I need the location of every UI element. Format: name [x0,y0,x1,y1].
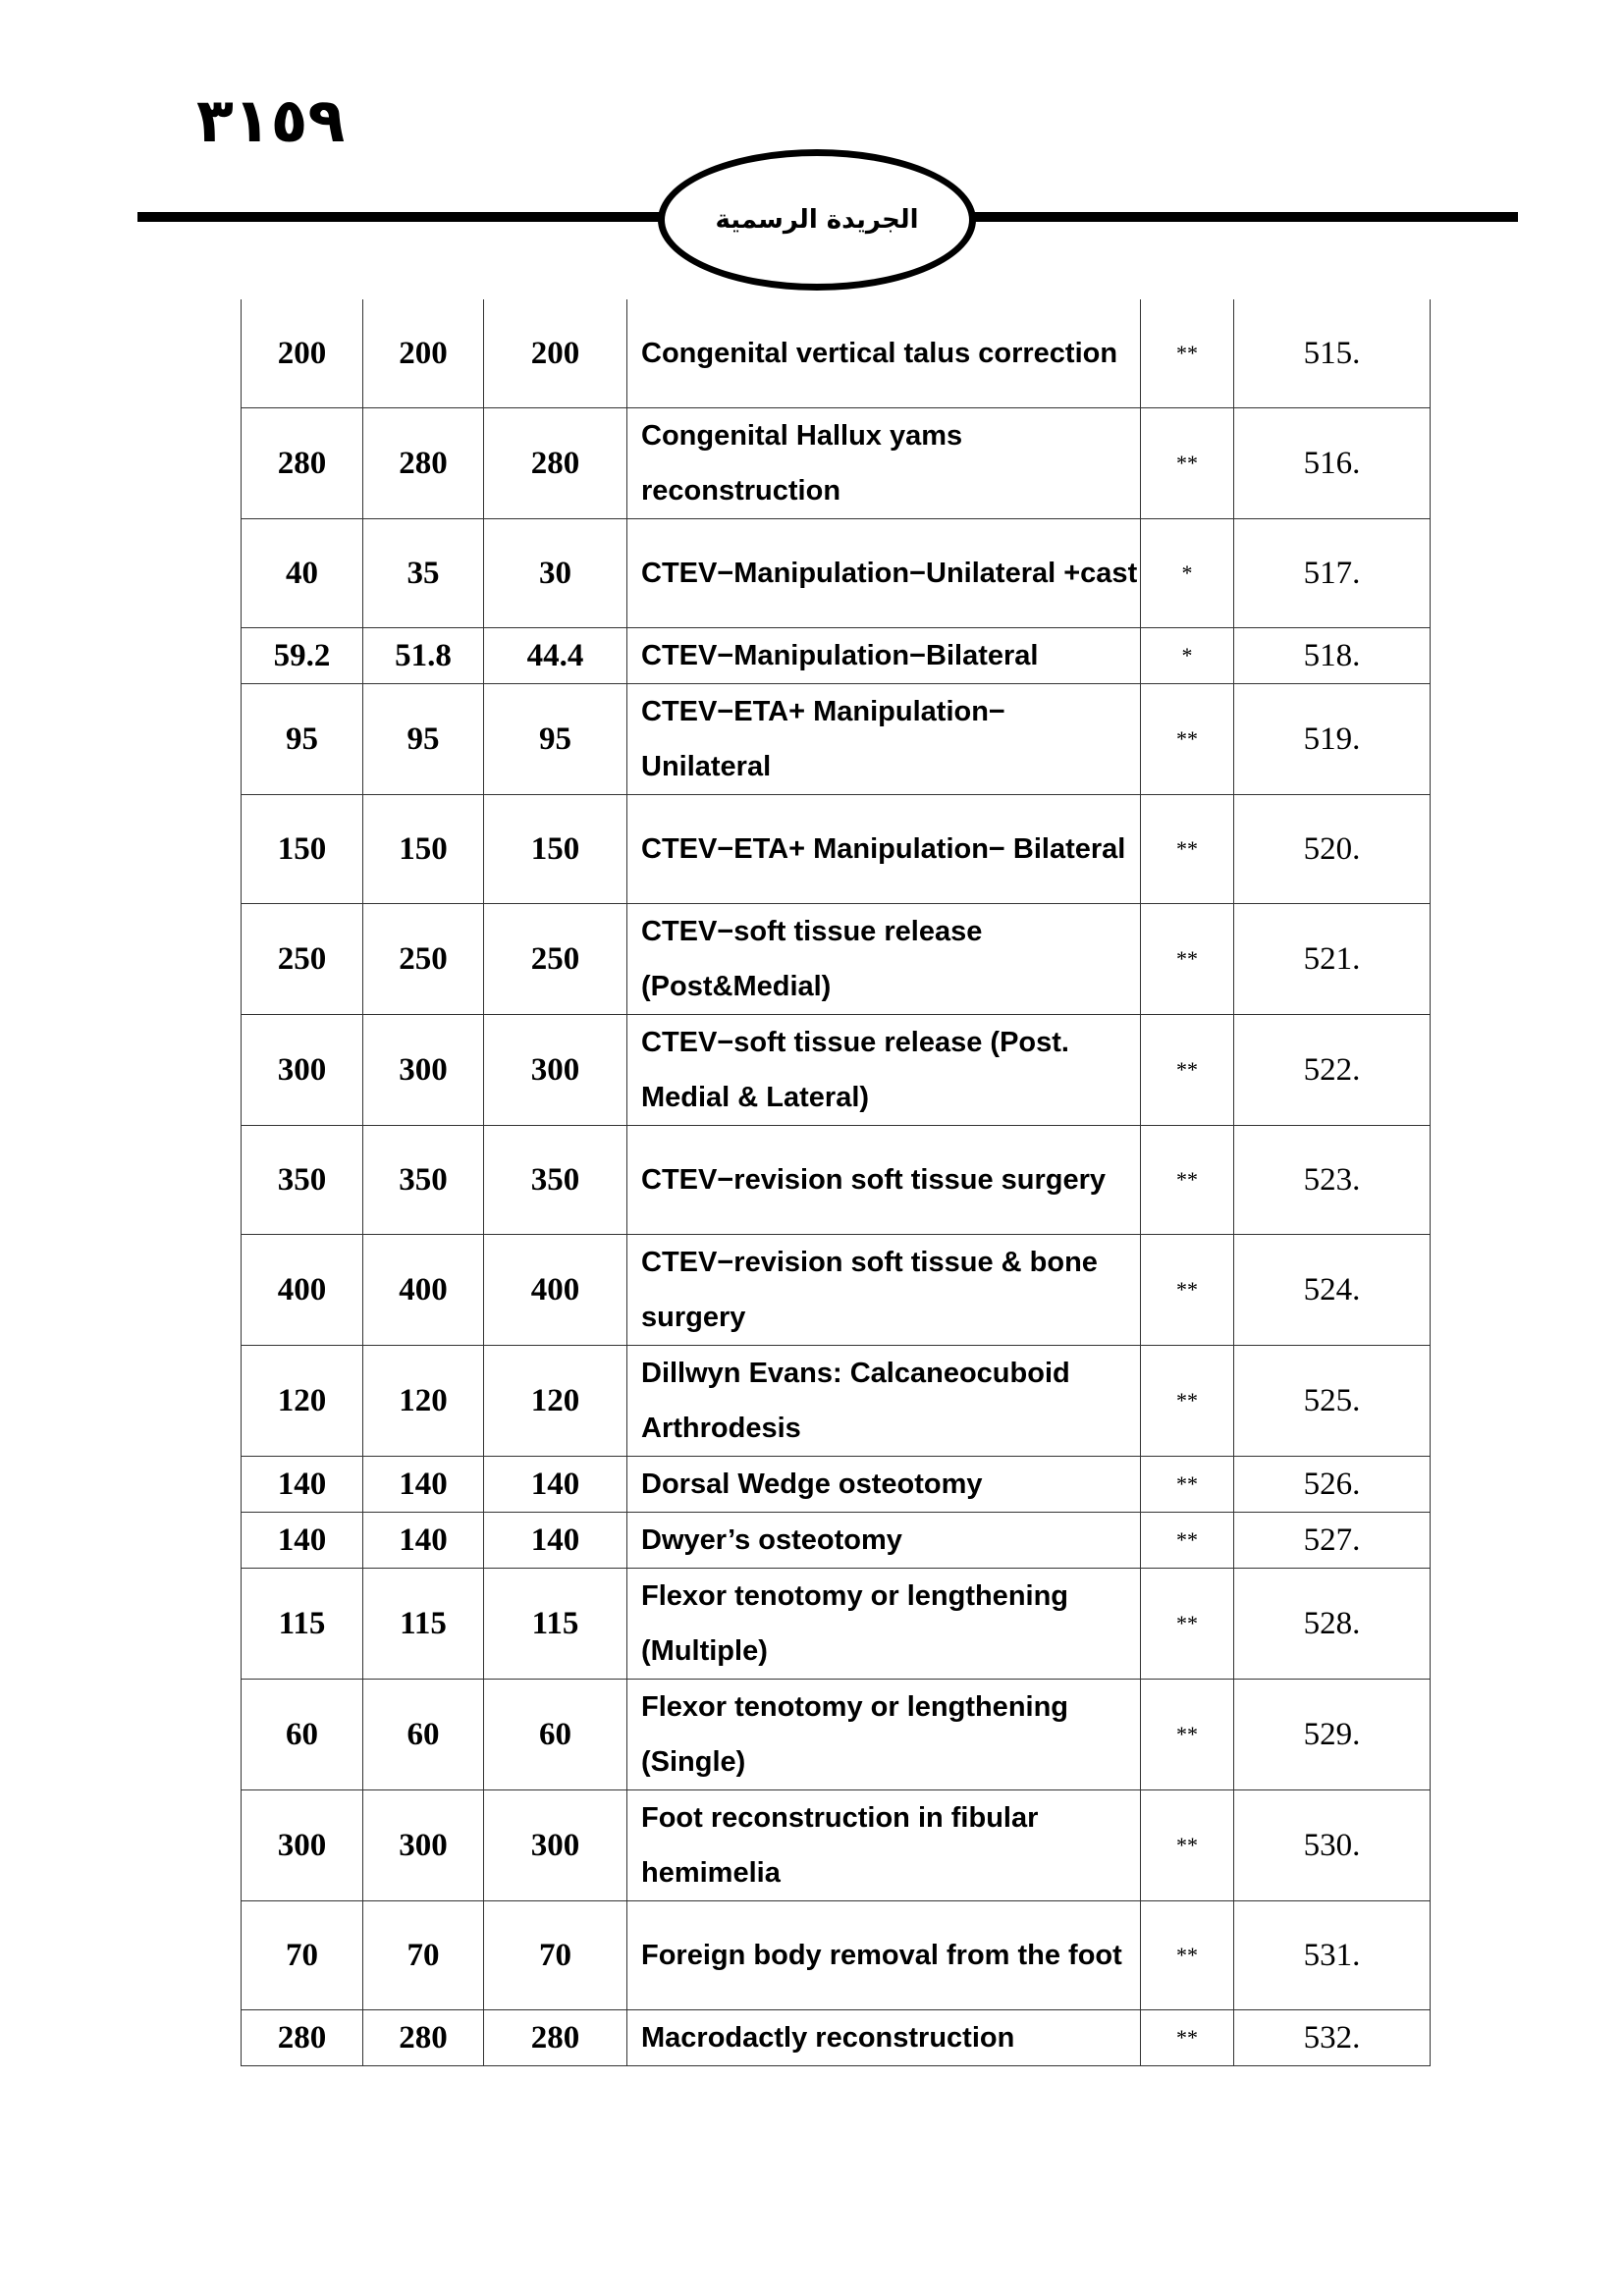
fee-col-3: 140 [484,1457,627,1513]
item-number: 520. [1234,795,1431,904]
fee-col-1: 140 [242,1513,363,1569]
table-row [242,1346,1431,1457]
fee-col-1: 60 [242,1680,363,1790]
fee-col-1: 115 [242,1569,363,1680]
fee-col-3: 70 [484,1901,627,2010]
fee-col-3: 115 [484,1569,627,1680]
fee-col-1: 95 [242,684,363,795]
category-mark: ** [1141,1235,1234,1346]
item-number: 516. [1234,408,1431,519]
fee-col-2: 280 [363,2010,484,2066]
publication-title: الجريدة الرسمية [715,205,919,235]
category-mark: ** [1141,1457,1234,1513]
fee-col-3: 30 [484,519,627,628]
fee-col-3: 140 [484,1513,627,1569]
item-number: 528. [1234,1569,1431,1680]
category-mark: ** [1141,904,1234,1015]
fee-col-3: 300 [484,1015,627,1126]
table-row [242,1680,1431,1790]
procedure-name: CTEV−revision soft tissue & bone surgery [627,1235,1141,1346]
fee-col-1: 150 [242,795,363,904]
table-row [242,1126,1431,1235]
procedure-name: Foreign body removal from the foot [627,1901,1141,2010]
category-mark: ** [1141,299,1234,408]
procedure-name: Macrodactly reconstruction [627,2010,1141,2066]
fees-table [241,299,1431,2066]
table-row [242,2010,1431,2066]
procedure-name: Dorsal Wedge osteotomy [627,1457,1141,1513]
fee-col-3: 150 [484,795,627,904]
procedure-name: Dillwyn Evans: Calcaneocuboid Arthrodesis [627,1346,1141,1457]
procedure-name: CTEV−ETA+ Manipulation− Bilateral [627,795,1141,904]
gazette-seal [658,149,976,291]
fee-col-1: 70 [242,1901,363,2010]
item-number: 522. [1234,1015,1431,1126]
table-row [242,1235,1431,1346]
fee-col-3: 300 [484,1790,627,1901]
table-row [242,299,1431,408]
item-number: 518. [1234,628,1431,684]
fee-col-1: 59.2 [242,628,363,684]
procedure-name: Flexor tenotomy or lengthening (Multiple) [627,1569,1141,1680]
item-number: 531. [1234,1901,1431,2010]
procedure-name: Flexor tenotomy or lengthening (Single) [627,1680,1141,1790]
table-row [242,795,1431,904]
table-row [242,1790,1431,1901]
item-number: 527. [1234,1513,1431,1569]
fee-col-2: 95 [363,684,484,795]
fee-col-1: 40 [242,519,363,628]
category-mark: ** [1141,408,1234,519]
fee-col-2: 120 [363,1346,484,1457]
procedure-name: CTEV−Manipulation−Bilateral [627,628,1141,684]
fee-col-3: 200 [484,299,627,408]
category-mark: ** [1141,1790,1234,1901]
fee-col-1: 280 [242,408,363,519]
fee-col-2: 70 [363,1901,484,2010]
category-mark: ** [1141,1126,1234,1235]
fee-col-3: 400 [484,1235,627,1346]
item-number: 519. [1234,684,1431,795]
item-number: 524. [1234,1235,1431,1346]
fee-col-2: 300 [363,1015,484,1126]
table-row [242,519,1431,628]
procedure-name: CTEV−Manipulation−Unilateral +cast [627,519,1141,628]
fee-col-1: 280 [242,2010,363,2066]
fee-col-2: 350 [363,1126,484,1235]
category-mark: ** [1141,1680,1234,1790]
category-mark: ** [1141,2010,1234,2066]
fee-col-1: 300 [242,1015,363,1126]
fee-col-3: 60 [484,1680,627,1790]
fee-col-2: 300 [363,1790,484,1901]
item-number: 515. [1234,299,1431,408]
fee-col-3: 350 [484,1126,627,1235]
category-mark: ** [1141,1901,1234,2010]
category-mark: ** [1141,795,1234,904]
fee-col-2: 400 [363,1235,484,1346]
table-row [242,904,1431,1015]
fee-col-2: 140 [363,1457,484,1513]
table-row [242,408,1431,519]
fee-col-1: 200 [242,299,363,408]
fee-col-1: 400 [242,1235,363,1346]
procedure-name: Congenital vertical talus correction [627,299,1141,408]
procedure-name: Dwyer’s osteotomy [627,1513,1141,1569]
fee-col-2: 150 [363,795,484,904]
fee-col-2: 115 [363,1569,484,1680]
fee-col-3: 280 [484,2010,627,2066]
fee-col-2: 35 [363,519,484,628]
item-number: 529. [1234,1680,1431,1790]
table-row [242,1901,1431,2010]
fee-col-2: 280 [363,408,484,519]
item-number: 532. [1234,2010,1431,2066]
table-row [242,1513,1431,1569]
fee-col-1: 350 [242,1126,363,1235]
procedure-name: CTEV−ETA+ Manipulation− Unilateral [627,684,1141,795]
fee-col-1: 300 [242,1790,363,1901]
category-mark: ** [1141,1346,1234,1457]
fee-col-3: 250 [484,904,627,1015]
fee-col-2: 51.8 [363,628,484,684]
fee-col-1: 250 [242,904,363,1015]
procedure-name: Foot reconstruction in fibular hemimelia [627,1790,1141,1901]
item-number: 517. [1234,519,1431,628]
fee-col-2: 200 [363,299,484,408]
procedure-name: Congenital Hallux yams reconstruction [627,408,1141,519]
fee-col-1: 140 [242,1457,363,1513]
item-number: 526. [1234,1457,1431,1513]
category-mark: ** [1141,1015,1234,1126]
fee-col-3: 280 [484,408,627,519]
fee-col-2: 250 [363,904,484,1015]
item-number: 523. [1234,1126,1431,1235]
procedure-name: CTEV−soft tissue release (Post. Medial & Lateral) [627,1015,1141,1126]
page-number: ٣١٥٩ [196,84,346,156]
table-row [242,1015,1431,1126]
table-row [242,628,1431,684]
item-number: 530. [1234,1790,1431,1901]
fee-col-3: 120 [484,1346,627,1457]
fee-col-3: 95 [484,684,627,795]
item-number: 521. [1234,904,1431,1015]
category-mark: ** [1141,684,1234,795]
category-mark: ** [1141,1569,1234,1680]
table-row [242,1569,1431,1680]
fee-col-2: 60 [363,1680,484,1790]
fee-col-1: 120 [242,1346,363,1457]
category-mark: ** [1141,1513,1234,1569]
item-number: 525. [1234,1346,1431,1457]
table-row [242,1457,1431,1513]
table-row [242,684,1431,795]
fee-col-2: 140 [363,1513,484,1569]
fee-col-3: 44.4 [484,628,627,684]
category-mark: * [1141,519,1234,628]
procedure-name: CTEV−soft tissue release (Post&Medial) [627,904,1141,1015]
procedure-name: CTEV−revision soft tissue surgery [627,1126,1141,1235]
category-mark: * [1141,628,1234,684]
